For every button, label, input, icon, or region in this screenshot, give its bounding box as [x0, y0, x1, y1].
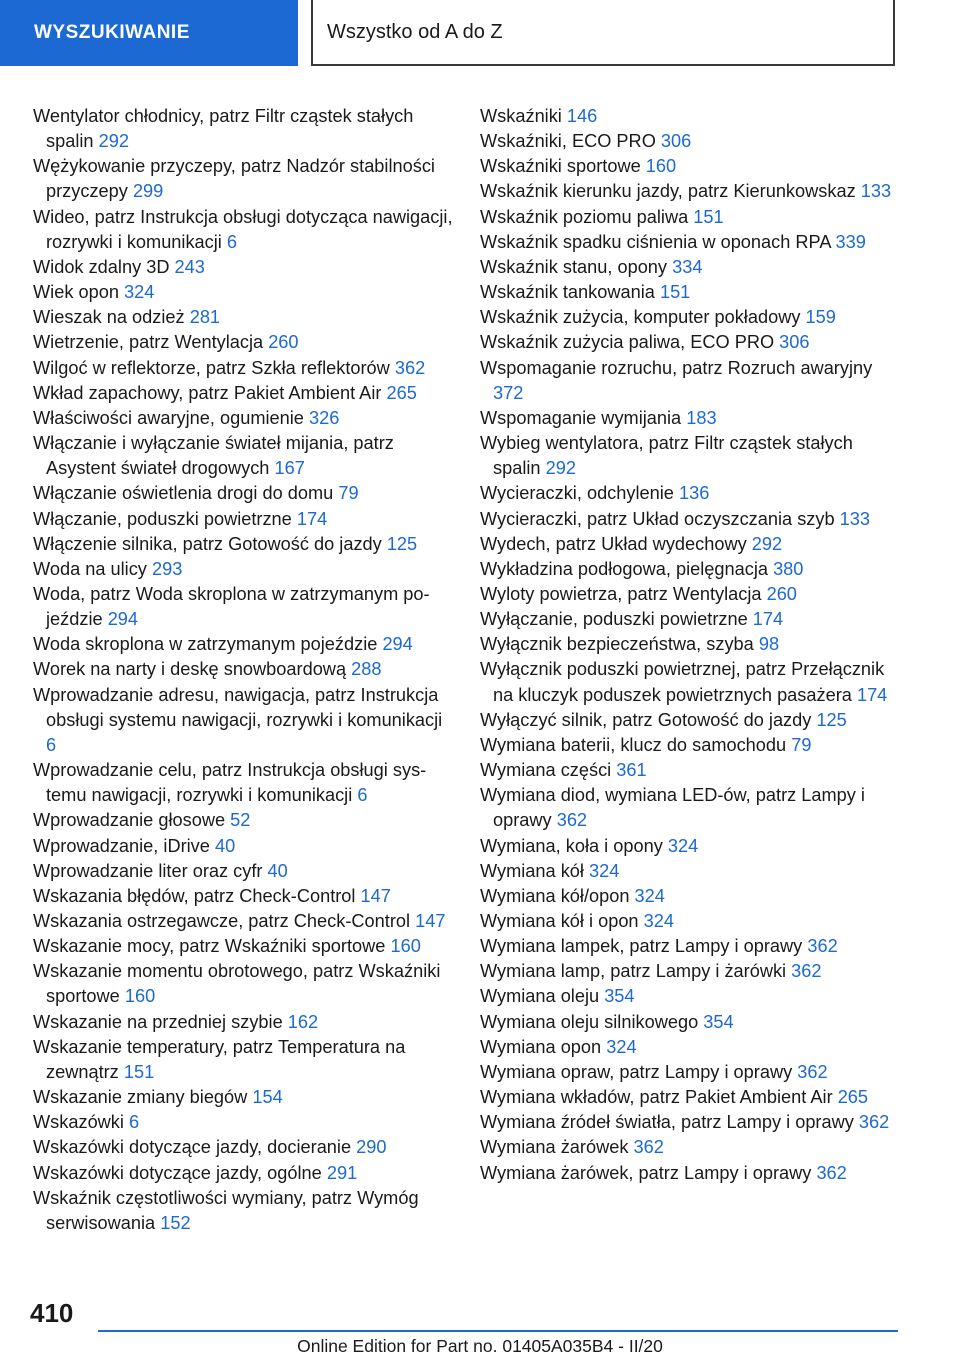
- index-entry-text: Wideo, patrz Instrukcja obsługi dotycząca nawigacji, rozrywki i komunikacji: [33, 206, 453, 252]
- index-entry: [33, 1135, 453, 1160]
- page-reference-link[interactable]: 265: [386, 382, 417, 403]
- page-reference-link[interactable]: 6: [226, 231, 238, 252]
- index-entry: [33, 1085, 453, 1110]
- index-entry-text: Wprowadzanie liter oraz cyfr: [33, 860, 263, 881]
- page-reference-link[interactable]: 151: [659, 282, 691, 303]
- page-reference-link[interactable]: 294: [107, 609, 139, 630]
- page-reference-link[interactable]: 160: [390, 936, 421, 957]
- index-entry-text: Włączenie silnika, patrz Gotowość do jazdy: [33, 533, 382, 554]
- page-reference-link[interactable]: 354: [604, 986, 635, 1007]
- index-entry: [33, 834, 453, 859]
- index-entry-text: Wiek opon: [33, 282, 119, 303]
- index-entry: [480, 230, 900, 255]
- page-reference-link[interactable]: 159: [805, 307, 836, 328]
- index-entry: [480, 154, 900, 179]
- footer-divider: [98, 1330, 898, 1332]
- index-entry: [33, 280, 453, 305]
- index-entry: [480, 733, 900, 758]
- page-reference-link[interactable]: 362: [633, 1137, 664, 1158]
- index-entry: [480, 708, 900, 733]
- index-entry: [33, 205, 453, 255]
- page-reference-link[interactable]: 354: [703, 1011, 734, 1032]
- page-reference-link[interactable]: 147: [360, 885, 391, 906]
- page-reference-link[interactable]: 372: [493, 382, 524, 403]
- index-entry-text: Wskaźniki, ECO PRO: [480, 131, 656, 152]
- page-reference-link[interactable]: 79: [791, 734, 812, 755]
- index-entry: [480, 884, 900, 909]
- index-entry: [480, 1035, 900, 1060]
- page-reference-link[interactable]: 6: [129, 1112, 140, 1133]
- index-entry-text: Wkład zapachowy, patrz Pakiet Ambient Air: [33, 382, 382, 403]
- index-tab[interactable]: Wszystko od A do Z: [311, 0, 895, 66]
- index-entry-text: Wentylator chłodnicy, patrz Filtr cząstek stałych spalin: [33, 106, 414, 152]
- page-reference-link[interactable]: 324: [667, 835, 699, 856]
- index-entry: [33, 481, 453, 506]
- index-entry: [33, 657, 453, 682]
- page-reference-link[interactable]: 362: [807, 936, 838, 957]
- header: [0, 0, 960, 66]
- index-entry: [480, 934, 900, 959]
- footer-edition-text: Online Edition for Part no. 01405A035B4 - II/20: [297, 1336, 663, 1356]
- index-entry-text: Wskazówki dotyczące jazdy, ogólne: [33, 1162, 322, 1183]
- page-reference-link[interactable]: 362: [791, 961, 822, 982]
- index-entry: [33, 255, 453, 280]
- index-entry: [33, 808, 453, 833]
- index-entry-text: Wskazanie zmiany biegów: [33, 1087, 248, 1108]
- index-entry-text: Wskazanie na przedniej szybie: [33, 1011, 283, 1032]
- index-entry-text: Wycieraczki, odchylenie: [480, 483, 674, 504]
- index-entry: [33, 884, 453, 909]
- index-entry-text: Wskazówki: [33, 1112, 124, 1133]
- index-entry: [33, 959, 453, 1009]
- index-entry: [33, 104, 453, 154]
- page-reference-link[interactable]: 243: [174, 256, 205, 277]
- page-reference-link[interactable]: 125: [816, 709, 847, 730]
- page-reference-link[interactable]: 324: [643, 911, 674, 931]
- page-reference-link[interactable]: 174: [296, 508, 328, 529]
- index-entry-text: Wymiana źródeł światła, patrz Lampy i oprawy: [480, 1112, 854, 1133]
- page-reference-link[interactable]: 362: [797, 1061, 828, 1082]
- page-reference-link[interactable]: 174: [856, 684, 888, 705]
- page-reference-link[interactable]: 291: [326, 1162, 358, 1183]
- index-entry-text: Wskaźniki: [480, 106, 562, 126]
- index-entry: [480, 783, 900, 833]
- page-reference-link[interactable]: 151: [123, 1061, 155, 1082]
- index-entry: [480, 834, 900, 859]
- index-entry: [33, 154, 453, 204]
- index-entry-text: Wskaźnik stanu, opony: [480, 256, 668, 277]
- index-entry: [480, 758, 900, 783]
- page-reference-link[interactable]: 174: [752, 609, 784, 630]
- index-entry-text: Wspomaganie rozruchu, patrz Rozruch awaryjny: [480, 357, 873, 378]
- index-entry-text: Woda skroplona w zatrzymanym pojeździe: [33, 634, 378, 655]
- page-reference-link[interactable]: 40: [267, 860, 288, 881]
- index-entry-text: Wskazania błędów, patrz Check-Control: [33, 885, 356, 906]
- index-entry-text: Wycieraczki, patrz Układ oczyszczania szyb: [480, 508, 835, 529]
- index-entry-text: Wymiana kół i opon: [480, 911, 639, 931]
- index-entry: [33, 632, 453, 657]
- page-reference-link[interactable]: 362: [816, 1162, 847, 1183]
- index-entry: [480, 859, 900, 884]
- page-reference-link[interactable]: 40: [214, 835, 236, 856]
- page-reference-link[interactable]: 324: [589, 860, 620, 881]
- index-entry: [33, 758, 453, 808]
- index-entry-text: Wskazówki dotyczące jazdy, docieranie: [33, 1137, 352, 1158]
- index-entry-text: Włączanie oświetlenia drogi do domu: [33, 483, 334, 504]
- page-reference-link[interactable]: 260: [268, 332, 299, 353]
- page-reference-link[interactable]: 162: [287, 1011, 319, 1032]
- page-reference-link[interactable]: 260: [766, 583, 797, 604]
- index-entry: [33, 909, 453, 934]
- index-entry-text: Wskaźnik zużycia paliwa, ECO PRO: [480, 332, 775, 353]
- index-entry: [33, 582, 453, 632]
- page-reference-link[interactable]: 294: [382, 634, 413, 655]
- index-entry: [480, 632, 900, 657]
- index-entry-text: Włączanie, poduszki powietrzne: [33, 508, 292, 529]
- page-reference-link[interactable]: 339: [835, 231, 866, 252]
- index-entry-text: Wybieg wentylatora, patrz Filtr cząstek stałych spalin: [480, 433, 853, 479]
- index-entry-text: Właściwości awaryjne, ogumienie: [33, 407, 304, 428]
- index-entry: [480, 255, 900, 280]
- page-reference-link[interactable]: 290: [356, 1137, 387, 1158]
- index-entry-text: Wymiana opon: [480, 1036, 602, 1057]
- index-entry: [480, 330, 900, 355]
- index-entry-text: Wymiana kół: [480, 860, 584, 881]
- index-entry-text: Wprowadzanie adresu, nawigacja, patrz Instrukcja obsługi systemu nawigacji, rozrywki i komunikacji: [33, 684, 443, 730]
- index-column-right: [480, 104, 900, 1186]
- page-reference-link[interactable]: 6: [46, 734, 57, 755]
- page-reference-link[interactable]: 324: [634, 885, 665, 906]
- page-reference-link[interactable]: 362: [858, 1112, 890, 1133]
- index-entry-text: Wymiana, koła i opony: [480, 835, 663, 856]
- page-reference-link[interactable]: 306: [660, 131, 692, 152]
- index-entry-text: Wymiana kół/opon: [480, 885, 630, 906]
- index-entry-text: Wieszak na odzież: [33, 307, 185, 328]
- index-entry: [480, 1060, 900, 1085]
- page-reference-link[interactable]: 292: [751, 533, 783, 554]
- index-entry-text: Wydech, patrz Układ wydechowy: [480, 533, 747, 554]
- index-entry-text: Wskazania ostrzegawcze, patrz Check-Control: [33, 911, 411, 931]
- page-reference-link[interactable]: 362: [394, 357, 426, 378]
- page-reference-link[interactable]: 6: [357, 785, 368, 806]
- index-entry-text: Widok zdalny 3D: [33, 256, 170, 277]
- page-reference-link[interactable]: 324: [606, 1036, 637, 1057]
- index-entry-text: Wymiana lampek, patrz Lampy i oprawy: [480, 936, 803, 957]
- index-entry: [480, 356, 900, 406]
- page-number: 410: [30, 1298, 74, 1328]
- index-entry: [480, 557, 900, 582]
- index-entry: [480, 607, 900, 632]
- index-entry-text: Włączanie i wyłączanie świateł mijania, patrz Asystent świateł drogowych: [33, 433, 394, 479]
- index-entry-text: Wymiana żarówek: [480, 1137, 629, 1158]
- index-entry-text: Wyłącznik poduszki powietrznej, patrz Przełącznik na kluczyk poduszek powietrznych pasażera: [480, 659, 885, 705]
- index-entry: [33, 859, 453, 884]
- index-entry: [33, 1110, 453, 1135]
- page-reference-link[interactable]: 154: [252, 1087, 283, 1108]
- index-entry: [480, 1010, 900, 1035]
- page-reference-link[interactable]: 146: [566, 106, 598, 126]
- index-entry-text: Wprowadzanie, iDrive: [33, 835, 210, 856]
- index-entry: [480, 1135, 900, 1160]
- page-reference-link[interactable]: 147: [415, 911, 446, 931]
- page-reference-link[interactable]: 326: [308, 407, 340, 428]
- index-entry-text: Woda, patrz Woda skroplona w zatrzymanym pojeździe: [33, 583, 430, 630]
- index-entry-text: Wymiana żarówek, patrz Lampy i oprawy: [480, 1162, 812, 1183]
- page-reference-link[interactable]: 133: [860, 181, 892, 202]
- page-reference-link[interactable]: 136: [678, 483, 710, 504]
- page-reference-link[interactable]: 292: [98, 131, 129, 152]
- index-entry-text: Wymiana baterii, klucz do samochodu: [480, 734, 787, 755]
- page-reference-link[interactable]: 265: [837, 1087, 869, 1108]
- index-entry: [480, 280, 900, 305]
- index-entry: [33, 381, 453, 406]
- index-entry-text: Wymiana wkładów, patrz Pakiet Ambient Air: [480, 1087, 833, 1108]
- index-entry-text: Wskazanie temperatury, patrz Temperatura na zewnątrz: [33, 1036, 406, 1082]
- index-entry: [33, 934, 453, 959]
- index-entry: [480, 532, 900, 557]
- index-entry: [33, 305, 453, 330]
- index-entry: [33, 356, 453, 381]
- index-entry-text: Wskaźnik poziomu paliwa: [480, 206, 689, 227]
- index-entry: [480, 305, 900, 330]
- index-entry-text: Wymiana lamp, patrz Lampy i żarówki: [480, 961, 787, 982]
- index-entry-text: Wyłącznik bezpieczeństwa, szyba: [480, 634, 754, 655]
- index-entry: [33, 557, 453, 582]
- index-entry-text: Wskaźnik kierunku jazdy, patrz Kierunkowskaz: [480, 181, 856, 202]
- page-reference-link[interactable]: 183: [686, 407, 717, 428]
- index-entry-text: Wyloty powietrza, patrz Wentylacja: [480, 583, 762, 604]
- index-entry-text: Wprowadzanie głosowe: [33, 810, 226, 831]
- index-entry: [480, 205, 900, 230]
- page-reference-link[interactable]: 380: [773, 558, 804, 579]
- index-entry-text: Wprowadzanie celu, patrz Instrukcja obsługi systemu nawigacji, rozrywki i komunikacji: [33, 760, 427, 806]
- index-column-left: [33, 104, 453, 1236]
- page-reference-link[interactable]: 324: [124, 282, 155, 303]
- page-reference-link[interactable]: 52: [230, 810, 251, 831]
- index-entry-text: Wskazanie mocy, patrz Wskaźniki sportowe: [33, 936, 386, 957]
- index-entry: [33, 406, 453, 431]
- index-entry-text: Wskaźnik tankowania: [480, 282, 655, 303]
- index-entry-text: Wskaźnik zużycia, komputer pokładowy: [480, 307, 801, 328]
- page-reference-link[interactable]: 306: [779, 332, 810, 353]
- index-entry: [480, 481, 900, 506]
- index-entry: [480, 431, 900, 481]
- page-reference-link[interactable]: 125: [386, 533, 418, 554]
- index-entry: [480, 909, 900, 934]
- page-reference-link[interactable]: 299: [132, 181, 164, 202]
- index-entry: [33, 1186, 453, 1236]
- index-entry-text: Wilgoć w reflektorze, patrz Szkła reflektorów: [33, 357, 390, 378]
- index-entry: [480, 1161, 900, 1186]
- index-entry: [33, 1161, 453, 1186]
- page-reference-link[interactable]: 160: [124, 986, 156, 1007]
- index-entry: [33, 1010, 453, 1035]
- index-entry-text: Wskaźnik częstotliwości wymiany, patrz Wymóg serwisowania: [33, 1187, 419, 1233]
- index-entry-text: Wskaźnik spadku ciśnienia w oponach RPA: [480, 231, 831, 252]
- index-entry-text: Wyłączanie, poduszki powietrzne: [480, 609, 748, 630]
- page-reference-link[interactable]: 361: [616, 760, 647, 781]
- index-entry: [33, 431, 453, 481]
- index-entry: [480, 657, 900, 707]
- index-entry: [480, 984, 900, 1009]
- page-reference-link[interactable]: 281: [189, 307, 221, 328]
- index-entry-text: Wymiana opraw, patrz Lampy i oprawy: [480, 1061, 793, 1082]
- index-entry-text: Wskaźniki sportowe: [480, 156, 641, 177]
- index-entry: [33, 1035, 453, 1085]
- page-reference-link[interactable]: 292: [545, 458, 576, 479]
- index-entry-text: Wężykowanie przyczepy, patrz Nadzór stabilności przyczepy: [33, 156, 435, 202]
- index-entry-text: Wyłączyć silnik, patrz Gotowość do jazdy: [480, 709, 812, 730]
- index-entry-text: Wykładzina podłogowa, pielęgnacja: [480, 558, 768, 579]
- index-entry: [480, 104, 900, 129]
- page-reference-link[interactable]: 151: [693, 206, 724, 227]
- index-entry: [33, 330, 453, 355]
- page-reference-link[interactable]: 288: [351, 659, 382, 680]
- index-entry: [33, 507, 453, 532]
- index-entry: [480, 129, 900, 154]
- page-reference-link[interactable]: 160: [645, 156, 677, 177]
- index-entry: [480, 582, 900, 607]
- index-entry-text: Wskazanie momentu obrotowego, patrz Wskaźniki sportowe: [33, 961, 441, 1007]
- index-entry: [33, 532, 453, 557]
- index-entry: [480, 507, 900, 532]
- index-entry: [480, 406, 900, 431]
- search-tab[interactable]: WYSZUKIWANIE: [0, 0, 298, 66]
- index-entry-text: Woda na ulicy: [33, 558, 147, 579]
- page-reference-link[interactable]: 167: [274, 458, 305, 479]
- index-entry: [480, 179, 900, 204]
- page-reference-link[interactable]: 79: [338, 483, 359, 504]
- index-entry-text: Worek na narty i deskę snowboardową: [33, 659, 347, 680]
- index-entry-text: Wymiana diod, wymiana LED-ów, patrz Lampy i oprawy: [480, 785, 865, 831]
- page-reference-link[interactable]: 133: [839, 508, 871, 529]
- index-entry: [480, 1110, 900, 1135]
- index-entry: [480, 959, 900, 984]
- index-entry-text: Wymiana części: [480, 760, 612, 781]
- page-reference-link[interactable]: 98: [758, 634, 780, 655]
- index-entry-text: Wymiana oleju silnikowego: [480, 1011, 699, 1032]
- page-reference-link[interactable]: 293: [151, 558, 183, 579]
- page-reference-link[interactable]: 334: [672, 256, 703, 277]
- index-entry-text: Wymiana oleju: [480, 986, 600, 1007]
- index-entry: [480, 1085, 900, 1110]
- index-entry: [33, 683, 453, 758]
- page-reference-link[interactable]: 152: [160, 1212, 191, 1233]
- page-reference-link[interactable]: 362: [556, 810, 588, 831]
- index-entry-text: Wietrzenie, patrz Wentylacja: [33, 332, 264, 353]
- index-entry-text: Wspomaganie wymijania: [480, 407, 682, 428]
